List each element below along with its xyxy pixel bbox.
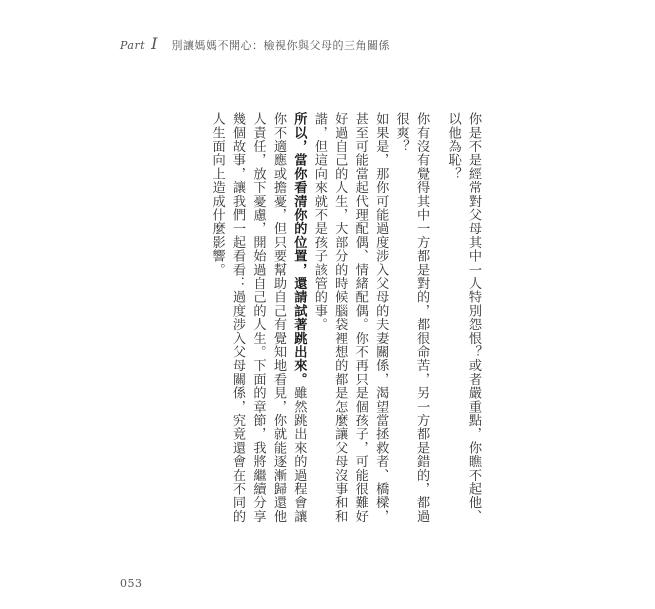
paragraph-1: 你是不是經常對父母其中一人特別怨恨？或者嚴重點，你瞧不起他、以他為恥？ [445,112,481,523]
running-header [120,34,390,53]
part-label: Part [120,39,146,52]
part-number: I [151,34,158,53]
chapter-title: 別讓媽媽不開心：檢視你與父母的三角關係 [171,39,390,52]
paragraph-4 [206,112,308,532]
page-number: 053 [120,577,143,590]
paragraph-2: 你有沒有覺得其中一方都是對的，都很命苦，另一方都是錯的，都過很爽？ [393,112,430,523]
paragraph-4-rest: 雖然跳出來的過程會讓你不適應或擔憂，但只要幫助自己有覺知地看見，你就能逐漸歸還他人責任，放下憂慮，開始過自己的人生。下面的章節，我將繼續分享幾個故事，讓我們一起看看：過度涉入父母關係，究竟還會在不同的人生面向上造成什麼影響。 [209,112,307,523]
emphasis-text: 所以，當你看清你的位置，還請試著跳出來。 [291,112,307,386]
paragraph-3: 如果是，那你可能過度涉入父母的夫妻關係，渴望當拯救者、橋樑，甚至可能當起代理配偶、情緒配偶。你不再只是個孩子，可能很難好好過自己的人生，大部分的時候腦袋裡想的都是怎麼讓父母沒事和和諧，但這向來就不是孩子該管的事。 [311,112,389,523]
body-text [209,112,483,532]
